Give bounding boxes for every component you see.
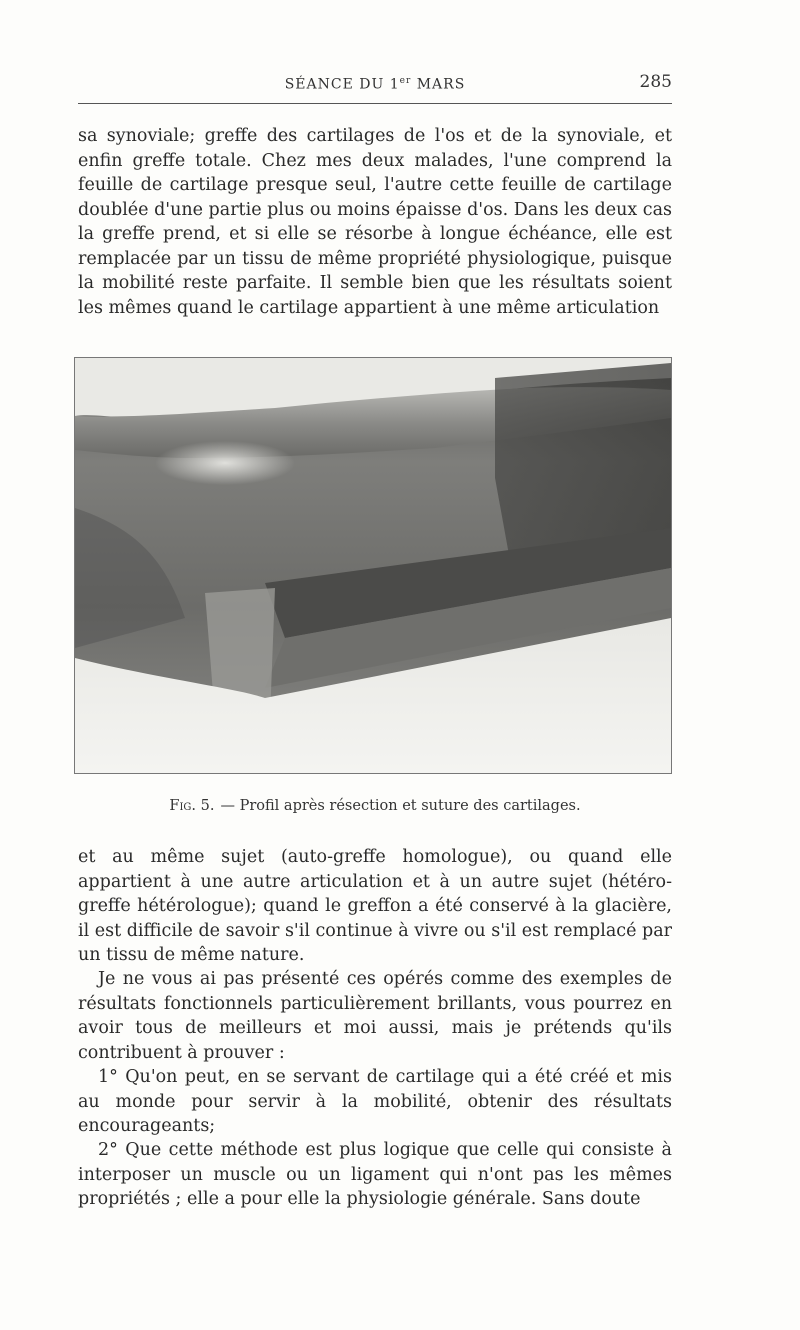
xray-figure <box>74 357 672 774</box>
paragraph-3: Je ne vous ai pas présenté ces opérés comme des exemples de résultats fonctionnels particulièrement brillants, vous pourrez en avoir tous de meilleurs et moi aussi, mais je prétends qu'ils contribuent à prouver : <box>78 969 672 1063</box>
header-rule <box>78 103 672 104</box>
running-header <box>78 70 672 98</box>
figure-caption <box>78 798 672 814</box>
paragraph-4: 1° Qu'on peut, en se servant de cartilage qui a été créé et mis au monde pour servir à la mobilité, obtenir des résultats encourageants; <box>78 1067 672 1136</box>
figure-label: Fig. 5. <box>169 798 215 814</box>
page-number: 285 <box>639 72 672 92</box>
paragraph-1: sa synoviale; greffe des cartilages de l'os et de la synoviale, et enfin greffe totale. Chez mes deux malades, l'une comprend la feuille de cartilage presque seul, l'autre cette feuille de cartilage doublée d'une partie plus ou moins épaisse d'os. Dans les deux cas la greffe prend, et si elle se résorbe à longue échéance, elle est remplacée par un tissu de même propriété physiologique, puisque la mobilité reste parfaite. Il semble bien que les résultats soient les mêmes quand le cartilage appartient à une même articulation <box>78 126 673 318</box>
paragraph-2: et au même sujet (auto-greffe homologue), ou quand elle appartient à une autre articulation et à un autre sujet (hétéro-greffe hétérologue); quand le greffon a été conservé à la glacière, il est difficile de savoir s'il continue à vivre ou s'il est remplacé par un tissu de même nature. <box>78 847 672 965</box>
figure-caption-text: — Profil après résection et suture des cartilages. <box>220 798 581 814</box>
xray-joint-highlight <box>155 441 295 485</box>
header-title: SÉANCE DU 1er MARS <box>284 76 466 93</box>
paragraph-5: 2° Que cette méthode est plus logique que celle qui consiste à interposer un muscle ou un ligament qui n'ont pas les mêmes propriétés ; elle a pour elle la physiologie générale. Sans doute <box>78 1140 672 1209</box>
